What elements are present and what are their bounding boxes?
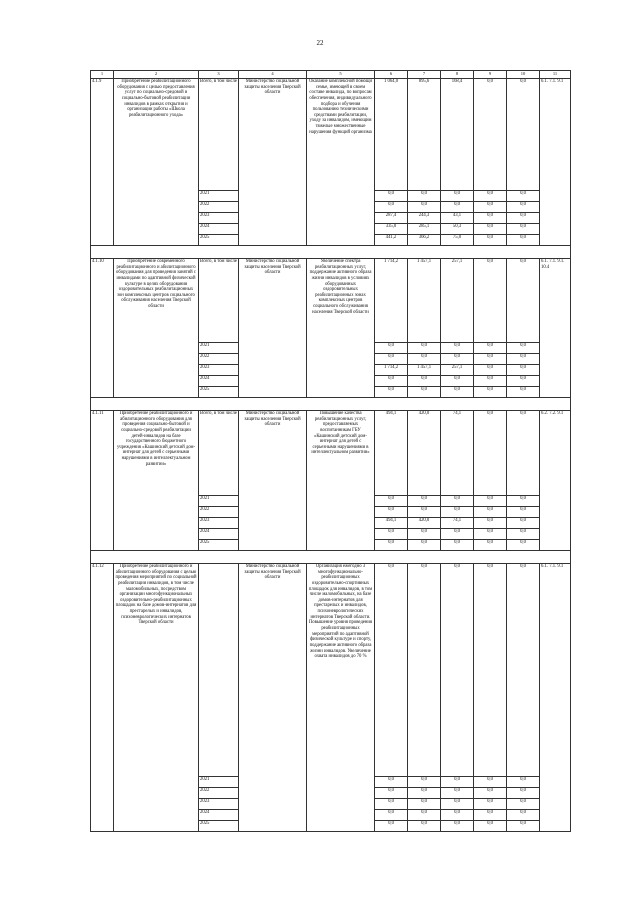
year-value: 285,1 — [408, 224, 441, 235]
year-value: 0,0 — [507, 810, 540, 821]
year-value: 0,0 — [408, 496, 441, 507]
year-value: 0,0 — [441, 540, 474, 551]
year-value: 0,0 — [375, 354, 408, 365]
year-value: 0,0 — [375, 777, 408, 788]
year-value: 0,0 — [441, 777, 474, 788]
column-header: 6 — [375, 71, 408, 79]
year-label: 2022 — [199, 507, 239, 518]
year-value: 0,0 — [474, 507, 507, 518]
year-value: 0,0 — [507, 365, 540, 376]
program-table — [90, 70, 571, 832]
year-value: 75,0 — [441, 235, 474, 246]
year-value: 1 457,1 — [408, 365, 441, 376]
total-value: 0,0 — [507, 79, 540, 191]
year-value: 0,0 — [408, 191, 441, 202]
spacer-cell — [91, 398, 571, 411]
section-row — [91, 411, 571, 496]
year-value: 0,0 — [375, 202, 408, 213]
item-name: Приобретение современного реабилитационного и абилитационного оборудования для проведения занятий с инвалидами по адаптивной физической культуре в целях оборудования оздоровительных реабилитационных зон комплексных центров социального обслуживания населения Тверской области — [114, 259, 199, 398]
item-number: 4.1.11 — [91, 411, 114, 551]
item-number: 4.1.9 — [91, 79, 114, 246]
year-value: 0,0 — [375, 821, 408, 832]
year-value: 0,0 — [408, 354, 441, 365]
year-value: 0,0 — [474, 365, 507, 376]
total-value: 0,0 — [474, 564, 507, 777]
total-value: 0,0 — [474, 411, 507, 496]
total-value: 0,0 — [474, 259, 507, 343]
year-value: 0,0 — [408, 376, 441, 387]
year-value: 0,0 — [441, 387, 474, 398]
year-value: 0,0 — [507, 224, 540, 235]
total-value: 168,4 — [441, 79, 474, 191]
expected-result: Организация ежегодно 3 многофункционально-реабилитационных оздоровительно-спортивных площадок для инвалидов, в том числе маломобильных, на базе домов-интернатов для престарелых и инвалидов, психоневрологических интернатов Тверской области. Повышение уровня проведения реабилитационных мероприятий по адаптивной физической культуре и спорту, поддержание активного образа жизни инвалидов. Увеличение охвата инвалидов до 70 % — [307, 564, 375, 832]
year-value: 0,0 — [441, 507, 474, 518]
year-value: 0,0 — [375, 529, 408, 540]
year-value: 0,0 — [507, 799, 540, 810]
year-value: 244,3 — [408, 213, 441, 224]
year-value: 335,0 — [375, 224, 408, 235]
year-value: 0,0 — [474, 191, 507, 202]
spacer-row — [91, 246, 571, 259]
year-value: 0,0 — [474, 529, 507, 540]
expected-result: Оказание комплексной помощи семье, имеющей в своем составе инвалида, по вопросам обеспечения, индивидуального подбора и обучения пользованию техническими средствами реабилитации, уходу за инвалидом, имеющим тяжелые множественные нарушения функций организма — [307, 79, 375, 246]
total-label: Всего, в том числе — [199, 411, 239, 496]
year-value: 0,0 — [474, 202, 507, 213]
section-row — [91, 259, 571, 343]
year-value: 0,0 — [474, 343, 507, 354]
year-value: 50,3 — [441, 224, 474, 235]
year-value: 0,0 — [375, 376, 408, 387]
year-value: 0,0 — [474, 788, 507, 799]
year-value: 0,0 — [408, 343, 441, 354]
year-value: 0,0 — [408, 387, 441, 398]
year-value: 494,1 — [375, 518, 408, 529]
executor-cell: Министерство социальной защиты населения Тверской области — [239, 564, 307, 832]
year-label: 2021 — [199, 343, 239, 354]
total-value: 895,6 — [408, 79, 441, 191]
total-value: 1 064,0 — [375, 79, 408, 191]
year-value: 0,0 — [474, 354, 507, 365]
year-value: 0,0 — [408, 810, 441, 821]
year-value: 0,0 — [375, 387, 408, 398]
year-value: 0,0 — [507, 496, 540, 507]
year-value: 0,0 — [507, 507, 540, 518]
year-value: 0,0 — [474, 376, 507, 387]
year-value: 441,2 — [375, 235, 408, 246]
page-number: 22 — [316, 39, 324, 47]
year-label: 2023 — [199, 799, 239, 810]
year-label: 2023 — [199, 518, 239, 529]
item-number: 4.1.12 — [91, 564, 114, 832]
year-value: 420,0 — [408, 518, 441, 529]
year-label: 2024 — [199, 810, 239, 821]
spacer-row — [91, 551, 571, 564]
year-value: 0,0 — [375, 507, 408, 518]
year-value: 0,0 — [474, 810, 507, 821]
year-value: 43,1 — [441, 213, 474, 224]
column-header: 11 — [540, 71, 571, 79]
total-value: 0,0 — [507, 259, 540, 343]
year-value: 0,0 — [507, 354, 540, 365]
total-value: 0,0 — [474, 79, 507, 191]
expected-result: Увеличение спектра реабилитационных услуг, поддержание активного образа жизни инвалидов в условиях оборудованных оздоровительных реабилитационных зонах комплексных центров социального обслуживания населения Тверской области — [307, 259, 375, 398]
item-number: 4.1.10 — [91, 259, 114, 398]
year-value: 0,0 — [441, 821, 474, 832]
year-value: 1 714,2 — [375, 365, 408, 376]
year-value: 0,0 — [474, 540, 507, 551]
total-value: 420,0 — [408, 411, 441, 496]
year-value: 0,0 — [441, 354, 474, 365]
section-row — [91, 564, 571, 777]
total-value: 1 714,2 — [375, 259, 408, 343]
year-value: 0,0 — [507, 777, 540, 788]
column-header-row — [91, 71, 571, 79]
year-label: 2021 — [199, 777, 239, 788]
year-value: 0,0 — [474, 518, 507, 529]
year-value: 0,0 — [474, 821, 507, 832]
year-value: 0,0 — [408, 788, 441, 799]
indicator-cell: 6.2. 7.2. 9.1 — [540, 411, 571, 551]
year-value: 0,0 — [441, 529, 474, 540]
year-value: 0,0 — [507, 529, 540, 540]
total-value: 0,0 — [375, 564, 408, 777]
year-value: 0,0 — [507, 821, 540, 832]
year-value: 0,0 — [507, 202, 540, 213]
year-value: 0,0 — [441, 343, 474, 354]
total-label: Всего, в том числе — [199, 79, 239, 191]
column-header: 9 — [474, 71, 507, 79]
year-value: 0,0 — [474, 213, 507, 224]
year-value: 0,0 — [375, 788, 408, 799]
year-label: 2025 — [199, 821, 239, 832]
year-value: 0,0 — [408, 507, 441, 518]
year-label: 2023 — [199, 365, 239, 376]
column-header: 5 — [307, 71, 375, 79]
year-value: 0,0 — [441, 496, 474, 507]
year-value: 0,0 — [441, 202, 474, 213]
year-value: 0,0 — [408, 529, 441, 540]
year-label: 2022 — [199, 354, 239, 365]
spacer-row — [91, 398, 571, 411]
year-value: 0,0 — [474, 235, 507, 246]
year-value: 366,2 — [408, 235, 441, 246]
total-label: Всего, в том числе — [199, 259, 239, 343]
executor-cell: Министерство социальной защиты населения Тверской области — [239, 259, 307, 398]
total-value: 0,0 — [507, 411, 540, 496]
year-label: 2024 — [199, 224, 239, 235]
total-value: 494,1 — [375, 411, 408, 496]
year-label: 2025 — [199, 235, 239, 246]
year-value: 257,1 — [441, 365, 474, 376]
year-value: 0,0 — [408, 821, 441, 832]
year-label: 2021 — [199, 496, 239, 507]
year-value: 0,0 — [507, 343, 540, 354]
year-label: 2021 — [199, 191, 239, 202]
year-label: 2022 — [199, 788, 239, 799]
total-value: 1 457,1 — [408, 259, 441, 343]
executor-cell: Министерство социальной защиты населения Тверской области — [239, 79, 307, 246]
year-value: 0,0 — [375, 799, 408, 810]
column-header: 3 — [199, 71, 239, 79]
total-value: 257,1 — [441, 259, 474, 343]
year-label: 2024 — [199, 529, 239, 540]
item-name: Приобретение реабилитационного оборудования с целью предоставления услуг по социально-средовой и социально-бытовой реабилитации инвалидов в рамках открытия и организации работы «Школа реабилитационного ухода» — [114, 79, 199, 246]
year-label: 2022 — [199, 202, 239, 213]
column-header: 7 — [408, 71, 441, 79]
total-label — [199, 564, 239, 777]
spacer-cell — [91, 246, 571, 259]
indicator-cell: 6.1. 7.1. 9.1. 10.4 — [540, 259, 571, 398]
year-value: 0,0 — [474, 777, 507, 788]
year-value: 0,0 — [507, 518, 540, 529]
year-value: 0,0 — [408, 540, 441, 551]
year-value: 0,0 — [441, 810, 474, 821]
column-header: 4 — [239, 71, 307, 79]
year-value: 0,0 — [507, 191, 540, 202]
total-value: 0,0 — [507, 564, 540, 777]
year-value: 0,0 — [474, 496, 507, 507]
column-header: 10 — [507, 71, 540, 79]
year-label: 2025 — [199, 540, 239, 551]
indicator-cell: 6.1. 7.1. 9.1 — [540, 564, 571, 832]
year-value: 0,0 — [474, 387, 507, 398]
year-value: 0,0 — [474, 224, 507, 235]
year-value: 0,0 — [408, 202, 441, 213]
year-value: 0,0 — [375, 496, 408, 507]
year-value: 0,0 — [474, 799, 507, 810]
section-row — [91, 79, 571, 191]
column-header: 2 — [114, 71, 199, 79]
total-value: 0,0 — [408, 564, 441, 777]
item-name: Приобретение реабилитационного и абилитационного оборудования с целью проведения мероприятий по социальной реабилитации инвалидов, в том числе маломобильных, посредством организации многофункциональных оздоровительно-реабилитационных площадок на базе домов-интернатов для престарелых и инвалидов, психоневрологических интернатов Тверской области — [114, 564, 199, 832]
year-value: 0,0 — [507, 213, 540, 224]
year-value: 0,0 — [375, 343, 408, 354]
column-header: 1 — [91, 71, 114, 79]
year-label: 2025 — [199, 387, 239, 398]
year-value: 74,1 — [441, 518, 474, 529]
year-value: 0,0 — [408, 777, 441, 788]
year-label: 2024 — [199, 376, 239, 387]
year-value: 0,0 — [507, 788, 540, 799]
year-value: 0,0 — [507, 235, 540, 246]
spacer-cell — [91, 551, 571, 564]
year-value: 0,0 — [375, 191, 408, 202]
column-header: 8 — [441, 71, 474, 79]
item-name: Приобретение реабилитационного и абилитационного оборудования для проведения социально-бытовой и социально-средовой реабилитации детей-инвалидов на базе государственного бюджетного учреждения «Кашинский детский дом-интернат для детей с серьезными нарушениями в интеллектуальном развитии» — [114, 411, 199, 551]
year-value: 0,0 — [375, 810, 408, 821]
year-value: 0,0 — [441, 376, 474, 387]
year-value: 0,0 — [441, 788, 474, 799]
year-value: 0,0 — [441, 191, 474, 202]
year-label: 2023 — [199, 213, 239, 224]
year-value: 0,0 — [408, 799, 441, 810]
total-value: 74,1 — [441, 411, 474, 496]
total-value: 0,0 — [441, 564, 474, 777]
expected-result: Повышение качества реабилитационных услуг, предоставляемых воспитанникам ГБУ «Кашинский детский дом-интернат для детей с серьезными нарушениями в интеллектуальном развитии» — [307, 411, 375, 551]
year-value: 0,0 — [507, 376, 540, 387]
indicator-cell: 6.1. 7.1. 9.1 — [540, 79, 571, 246]
year-value: 0,0 — [375, 540, 408, 551]
year-value: 0,0 — [441, 799, 474, 810]
executor-cell: Министерство социальной защиты населения Тверской области — [239, 411, 307, 551]
year-value: 0,0 — [507, 540, 540, 551]
year-value: 0,0 — [507, 387, 540, 398]
year-value: 287,4 — [375, 213, 408, 224]
